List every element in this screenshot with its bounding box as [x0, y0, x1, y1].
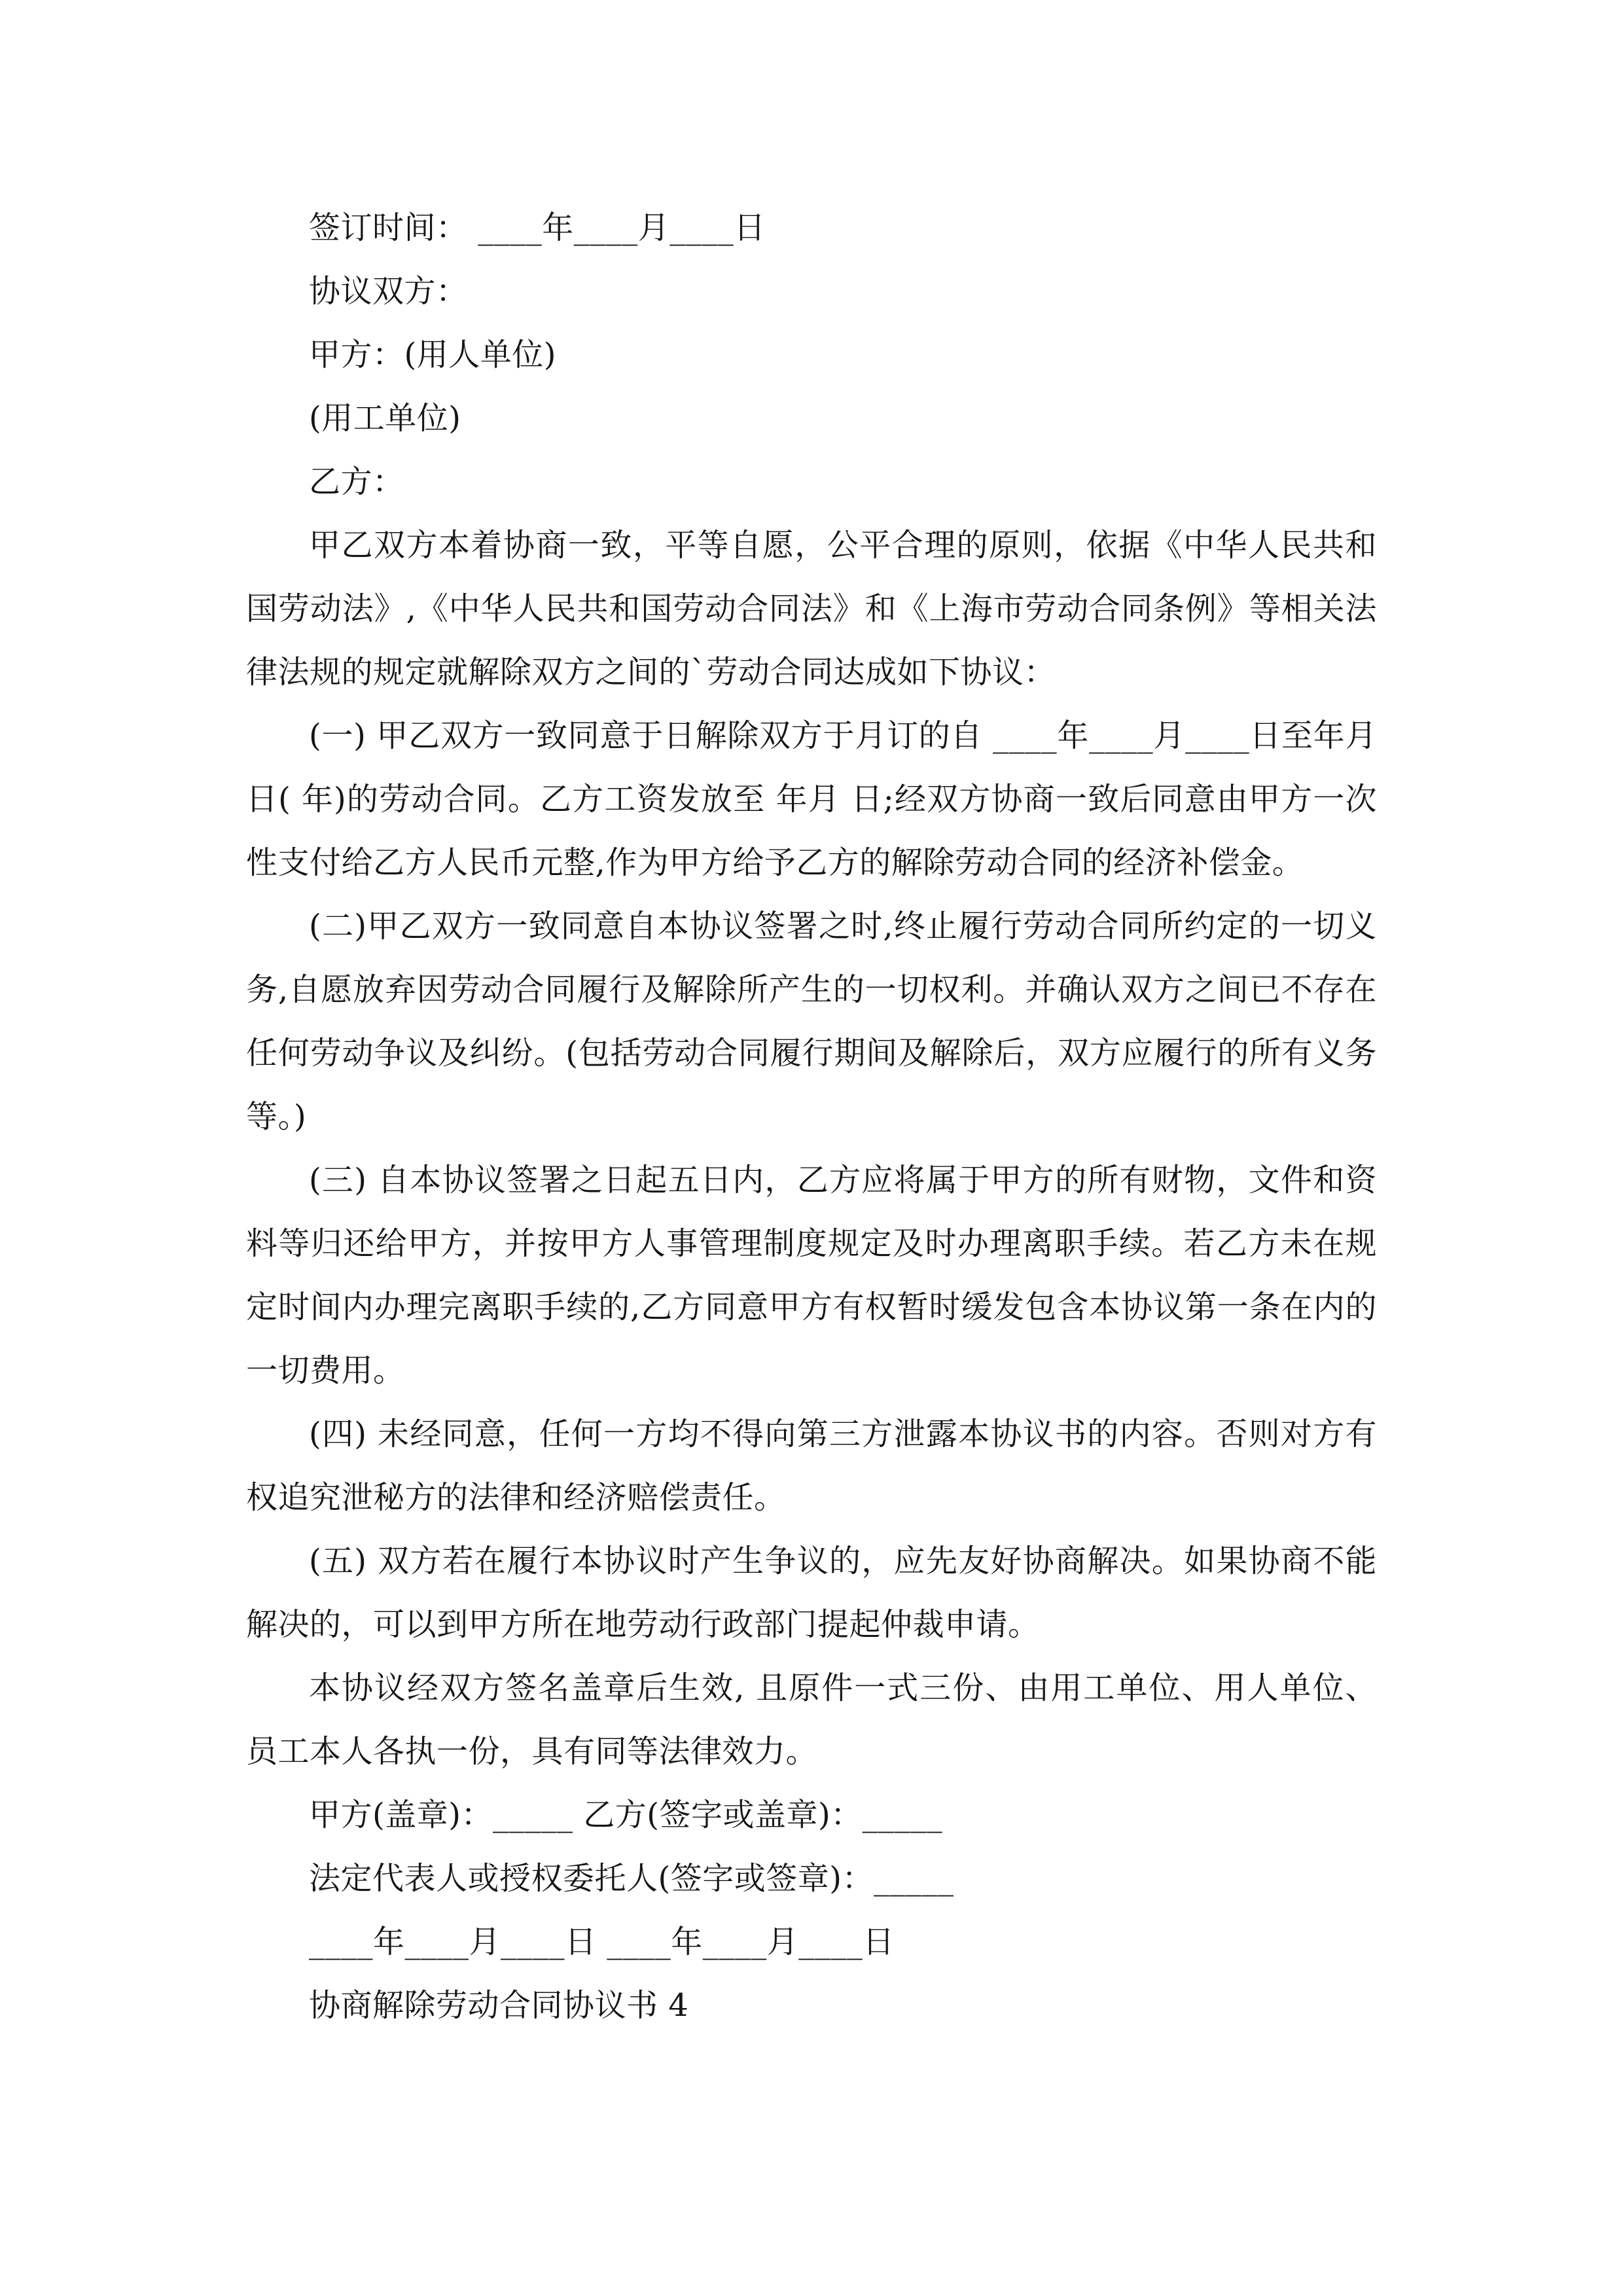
effectiveness-paragraph: 本协议经双方签名盖章后生效, 且原件一式三份、由用工单位、用人单位、员工本人各执一份，具有同等法律效力。 — [246, 1670, 1377, 1770]
party-a-line: 甲方：(用人单位) — [309, 336, 556, 373]
signature-dates-line: ____年____月____日 ____年____月____日 — [309, 1924, 895, 1960]
preamble-paragraph: 甲乙双方本着协商一致，平等自愿，公平合理的原则，依据《中华人民共和国劳动法》,《中华人民共和国劳动合同法》和《上海市劳动合同条例》等相关法律法规的规定就解除双方之间的`劳动合同达成如下协议： — [246, 527, 1377, 691]
signature-line: 甲方(盖章)：_____ 乙方(签字或盖章)：_____ — [309, 1797, 943, 1833]
employer-unit-line: (用工单位) — [309, 400, 461, 437]
clause-1: (一) 甲乙双方一致同意于日解除双方于月订的自 ____年____月____日至年月日( 年)的劳动合同。乙方工资发放至 年月 日;经双方协商一致后同意由甲方一次性支付给乙方人民币元整,作为甲方给予乙方的解除劳动合同的经济补偿金。 — [246, 717, 1377, 881]
next-agreement-title: 协商解除劳动合同协议书 4 — [309, 1987, 689, 2024]
party-b-line: 乙方： — [309, 463, 404, 500]
signing-date-line: 签订时间： ____年____月____日 — [309, 209, 766, 246]
parties-heading: 协议双方： — [309, 273, 468, 310]
clause-5: (五) 双方若在履行本协议时产生争议的，应先友好协商解决。如果协商不能解决的，可以到甲方所在地劳动行政部门提起仲裁申请。 — [246, 1543, 1377, 1643]
clause-2: (二)甲乙双方一致同意自本协议签署之时,终止履行劳动合同所约定的一切义务,自愿放弃因劳动合同履行及解除所产生的一切权利。并确认双方之间已不存在任何劳动争议及纠纷。(包括劳动合同履行期间及解除后，双方应履行的所有义务等。) — [246, 908, 1377, 1135]
agreement-body — [246, 196, 1377, 2037]
representative-line: 法定代表人或授权委托人(签字或签章)：_____ — [309, 1860, 954, 1897]
clause-3: (三) 自本协议签署之日起五日内，乙方应将属于甲方的所有财物，文件和资料等归还给甲方，并按甲方人事管理制度规定及时办理离职手续。若乙方未在规定时间内办理完离职手续的,乙方同意甲方有权暂时缓发包含本协议第一条在内的一切费用。 — [246, 1162, 1377, 1389]
clause-4: (四) 未经同意，任何一方均不得向第三方泄露本协议书的内容。否则对方有权追究泄秘方的法律和经济赔偿责任。 — [246, 1416, 1377, 1516]
